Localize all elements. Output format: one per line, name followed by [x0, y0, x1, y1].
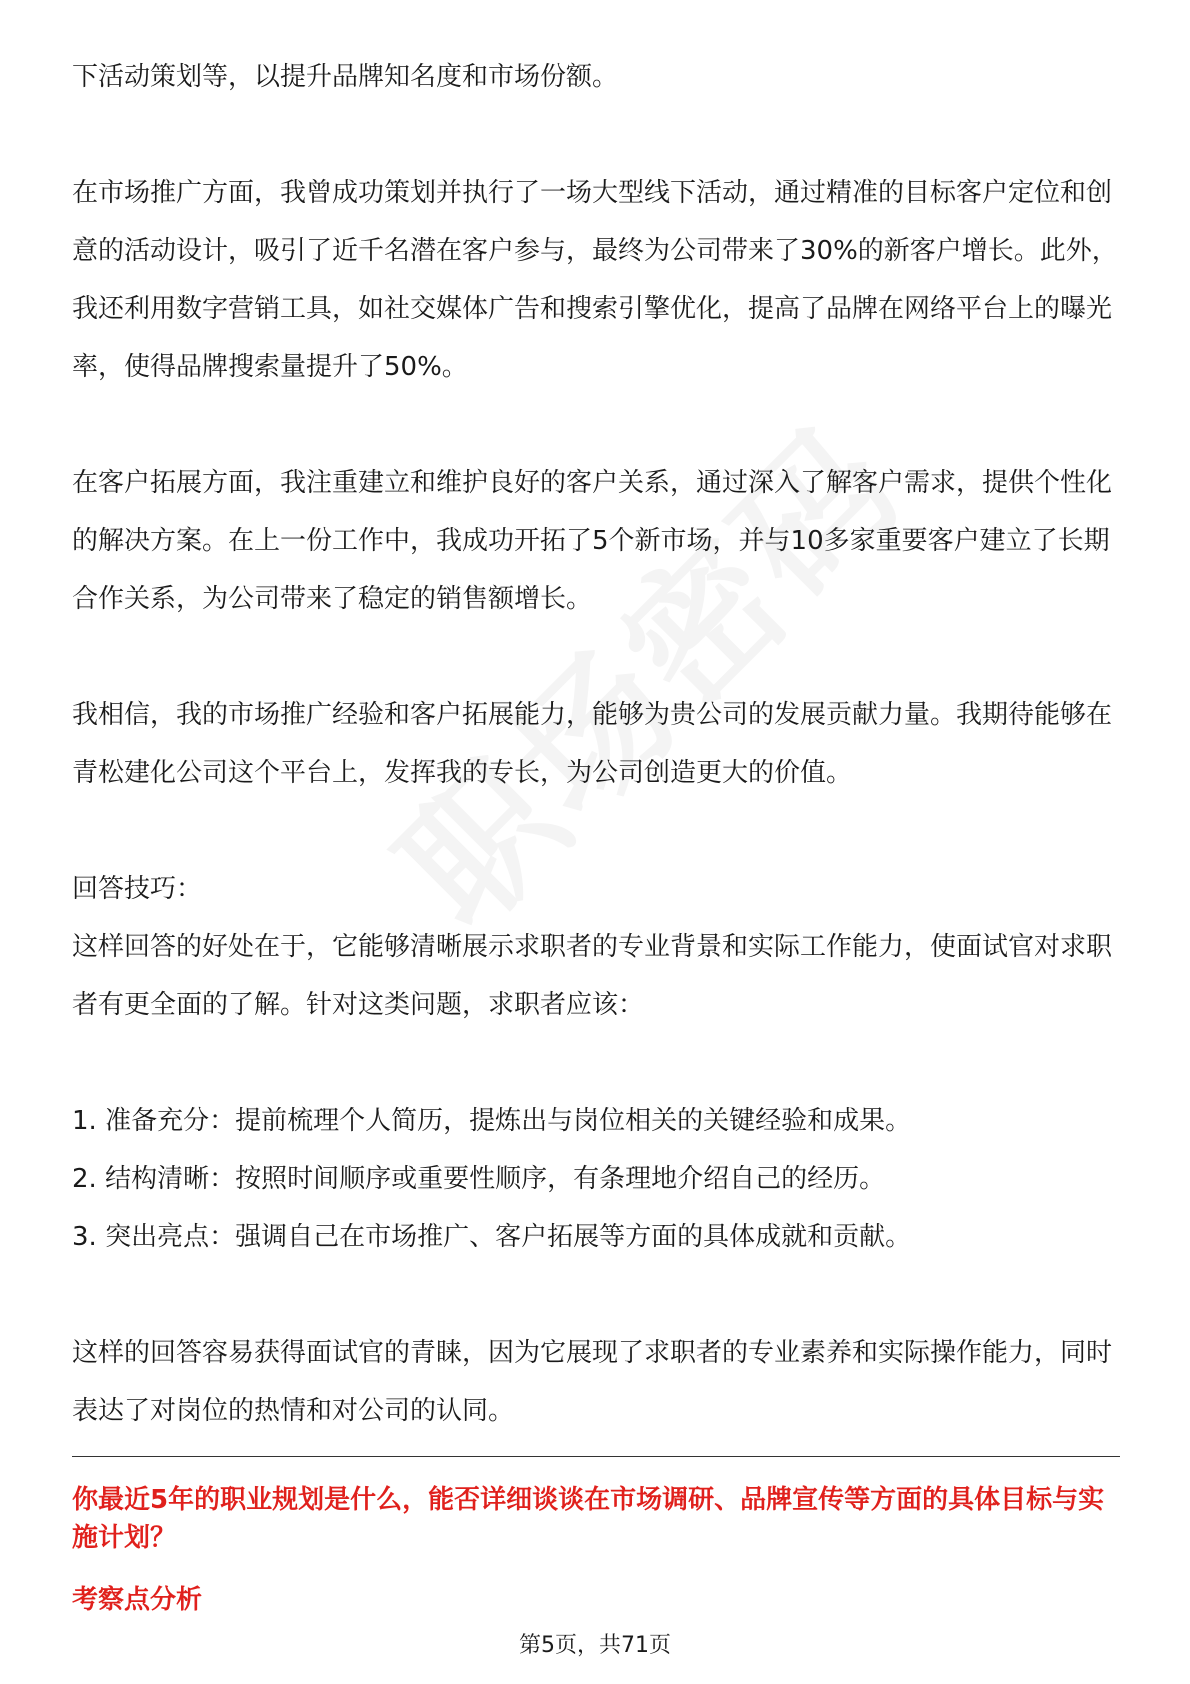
document-body [72, 48, 1120, 1619]
paragraph-customer-expansion: 在客户拓展方面，我注重建立和维护良好的客户关系，通过深入了解客户需求，提供个性化的解决方案。在上一份工作中，我成功开拓了5个新市场，并与10多家重要客户建立了长期合作关系，为公司带来了稳定的销售额增长。 [72, 468, 1113, 614]
list-item: 3. 突出亮点：强调自己在市场推广、客户拓展等方面的具体成就和贡献。 [72, 1222, 912, 1252]
section-title: 考察点分析 [72, 1585, 203, 1615]
paragraph-belief: 我相信，我的市场推广经验和客户拓展能力，能够为贵公司的发展贡献力量。我期待能够在青松建化公司这个平台上，发挥我的专长，为公司创造更大的价值。 [72, 700, 1113, 788]
list-item: 2. 结构清晰：按照时间顺序或重要性顺序，有条理地介绍自己的经历。 [72, 1164, 886, 1194]
tips-title: 回答技巧： [72, 874, 203, 904]
tips-body: 这样回答的好处在于，它能够清晰展示求职者的专业背景和实际工作能力，使面试官对求职者有更全面的了解。针对这类问题，求职者应该： [72, 932, 1113, 1020]
paragraph-conclusion: 这样的回答容易获得面试官的青睐，因为它展现了求职者的专业素养和实际操作能力，同时表达了对岗位的热情和对公司的认同。 [72, 1338, 1113, 1426]
page-footer: 第5页，共71页 [519, 1633, 671, 1658]
divider [72, 1456, 1120, 1457]
paragraph-intro-tail: 下活动策划等，以提升品牌知名度和市场份额。 [72, 62, 619, 92]
question-heading: 你最近5年的职业规划是什么，能否详细谈谈在市场调研、品牌宣传等方面的具体目标与实施计划？ [72, 1485, 1105, 1553]
paragraph-marketing: 在市场推广方面，我曾成功策划并执行了一场大型线下活动，通过精准的目标客户定位和创意的活动设计，吸引了近千名潜在客户参与，最终为公司带来了30%的新客户增长。此外，我还利用数字营销工具，如社交媒体广告和搜索引擎优化，提高了品牌在网络平台上的曝光率，使得品牌搜索量提升了50%。 [72, 178, 1118, 382]
list-item: 1. 准备充分：提前梳理个人简历，提炼出与岗位相关的关键经验和成果。 [72, 1106, 912, 1136]
